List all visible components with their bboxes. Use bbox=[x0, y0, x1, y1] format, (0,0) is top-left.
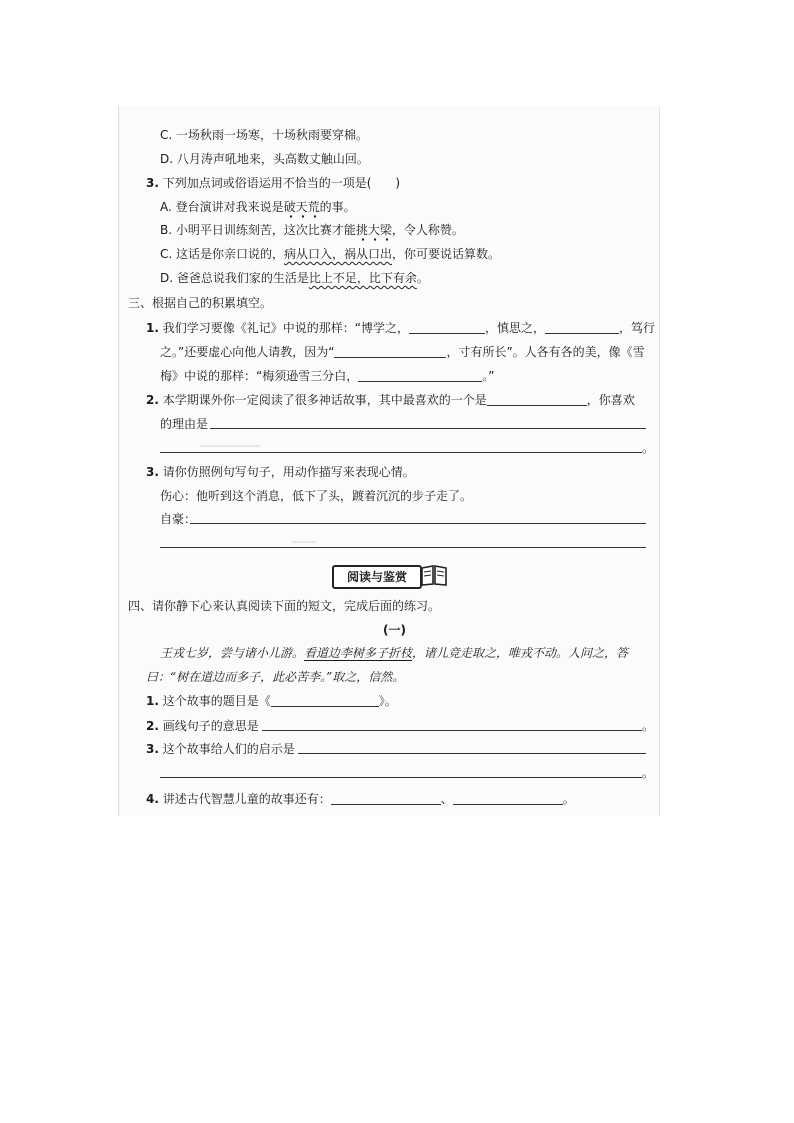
question-text: ，寸有所长”。人各有各的美，像《雪 bbox=[446, 345, 645, 359]
question-text: ，笃行 bbox=[618, 321, 655, 335]
answer-blank[interactable] bbox=[545, 321, 619, 334]
option-text: 的事。 bbox=[319, 200, 356, 214]
q3-option-c bbox=[160, 246, 500, 262]
answer-line[interactable] bbox=[298, 753, 646, 754]
wavy-underlined-proverb: 比上不足，比下有余 bbox=[308, 271, 417, 285]
separator: 、 bbox=[440, 792, 453, 806]
passage-line-2: 曰：“树在道边而多子，此必苦李。”取之，信然。 bbox=[146, 670, 405, 684]
option-text: 。 bbox=[416, 271, 429, 285]
section-3-title: 三、根据自己的积累填空。 bbox=[128, 296, 273, 310]
question-number: 3. bbox=[146, 465, 159, 479]
option-text: ，你可要说话算数。 bbox=[392, 247, 501, 261]
option-d-line: D. 八月涛声吼地来，头高数丈触山回。 bbox=[160, 152, 369, 166]
question-text: 本学期课外你一定阅读了很多神话故事，其中最喜欢的一个是 bbox=[162, 393, 487, 407]
question-text: 下列加点词或俗语运用不恰当的一项是( ) bbox=[162, 176, 401, 190]
q3-option-d bbox=[160, 270, 429, 286]
question-number: 2. bbox=[146, 393, 159, 407]
answer-line[interactable] bbox=[160, 547, 646, 548]
option-text: ，令人称赞。 bbox=[391, 223, 464, 237]
period: 。 bbox=[642, 441, 655, 455]
passage-line-1 bbox=[160, 645, 628, 661]
question-text: 这个故事的题目是《 bbox=[162, 694, 271, 708]
answer-blank[interactable] bbox=[334, 345, 446, 358]
s4-q2 bbox=[146, 718, 259, 734]
question-number: 1. bbox=[146, 694, 159, 708]
q3-option-b bbox=[160, 222, 464, 238]
badge-label: 阅读与鉴赏 bbox=[332, 565, 422, 589]
scan-smudge bbox=[200, 445, 260, 447]
question-text: 讲述古代智慧儿童的故事还有： bbox=[162, 792, 331, 806]
answer-line[interactable] bbox=[190, 523, 646, 524]
question-text: ，你喜欢 bbox=[586, 393, 635, 407]
question-text: 请你仿照例句写句子，用动作描写来表现心情。 bbox=[162, 465, 415, 479]
question-text: 。” bbox=[482, 369, 495, 383]
question-text: 梅》中说的那样：“梅须逊雪三分白， bbox=[160, 369, 359, 383]
option-text: C. 这话是你亲口说的， bbox=[160, 247, 285, 261]
s3-q3-prompt: 自豪： bbox=[160, 512, 197, 526]
wavy-underlined-proverb: 病从口入，祸从口出 bbox=[284, 247, 393, 261]
open-book-icon bbox=[420, 563, 448, 587]
question-3-stem bbox=[146, 175, 400, 191]
option-text: B. 小明平日训练刻苦，这次比赛才能 bbox=[160, 223, 356, 237]
period: 。 bbox=[642, 719, 655, 733]
passage-title: (一) bbox=[383, 623, 406, 637]
question-number: 1. bbox=[146, 321, 159, 335]
option-text: A. 登台演讲对我来说是 bbox=[160, 200, 284, 214]
s3-q3-stem bbox=[146, 464, 415, 480]
s3-q1-line1 bbox=[146, 320, 655, 336]
question-number: 4. bbox=[146, 792, 159, 806]
passage-text: 王戎七岁，尝与诸小儿游。 bbox=[160, 646, 305, 660]
answer-line[interactable] bbox=[262, 730, 642, 731]
answer-line[interactable] bbox=[210, 428, 646, 429]
scan-smudge bbox=[292, 541, 316, 543]
option-text: D. 爸爸总说我们家的生活是 bbox=[160, 271, 309, 285]
s4-q3 bbox=[146, 741, 295, 757]
period: 。 bbox=[562, 792, 575, 806]
answer-blank[interactable] bbox=[409, 321, 485, 334]
question-text: ，慎思之， bbox=[484, 321, 545, 335]
question-number: 2. bbox=[146, 719, 159, 733]
answer-blank[interactable] bbox=[271, 694, 379, 707]
question-number: 3. bbox=[146, 742, 159, 756]
question-number: 3. bbox=[146, 176, 159, 190]
dotted-word: 破天荒 bbox=[283, 200, 320, 214]
period: 。 bbox=[642, 766, 655, 780]
answer-blank[interactable] bbox=[453, 792, 563, 805]
answer-line[interactable] bbox=[160, 777, 642, 778]
s3-q2-line2-label: 的理由是 bbox=[160, 417, 209, 431]
answer-line[interactable] bbox=[160, 452, 642, 453]
s3-q2-line1 bbox=[146, 392, 635, 408]
s3-q1-line2 bbox=[160, 344, 645, 360]
s4-q4 bbox=[146, 791, 575, 807]
option-c-line: C. 一场秋雨一场寒，十场秋雨要穿棉。 bbox=[160, 128, 369, 142]
passage-text: ，诸儿竞走取之，唯戎不动。人问之，答 bbox=[412, 646, 629, 660]
s3-q1-line3 bbox=[160, 368, 494, 384]
question-text: 》。 bbox=[378, 694, 397, 708]
question-text: 之。”还要虚心向他人请教，因为“ bbox=[160, 345, 335, 359]
s4-q1 bbox=[146, 693, 397, 709]
answer-blank[interactable] bbox=[331, 792, 441, 805]
s3-q3-example: 伤心：他听到这个消息，低下了头，踱着沉沉的步子走了。 bbox=[160, 489, 473, 503]
section-4-title: 四、请你静下心来认真阅读下面的短文，完成后面的练习。 bbox=[128, 599, 441, 613]
dotted-word: 挑大梁 bbox=[355, 223, 392, 237]
answer-blank[interactable] bbox=[358, 369, 482, 382]
question-text: 这个故事给人们的启示是 bbox=[162, 742, 295, 756]
question-text: 我们学习要像《礼记》中说的那样：“博学之， bbox=[162, 321, 409, 335]
question-text: 画线句子的意思是 bbox=[162, 719, 259, 733]
answer-blank[interactable] bbox=[487, 393, 587, 406]
q3-option-a bbox=[160, 199, 356, 215]
underlined-sentence: 看道边李树多子折枝 bbox=[304, 646, 413, 660]
reading-appreciation-badge bbox=[332, 565, 448, 587]
